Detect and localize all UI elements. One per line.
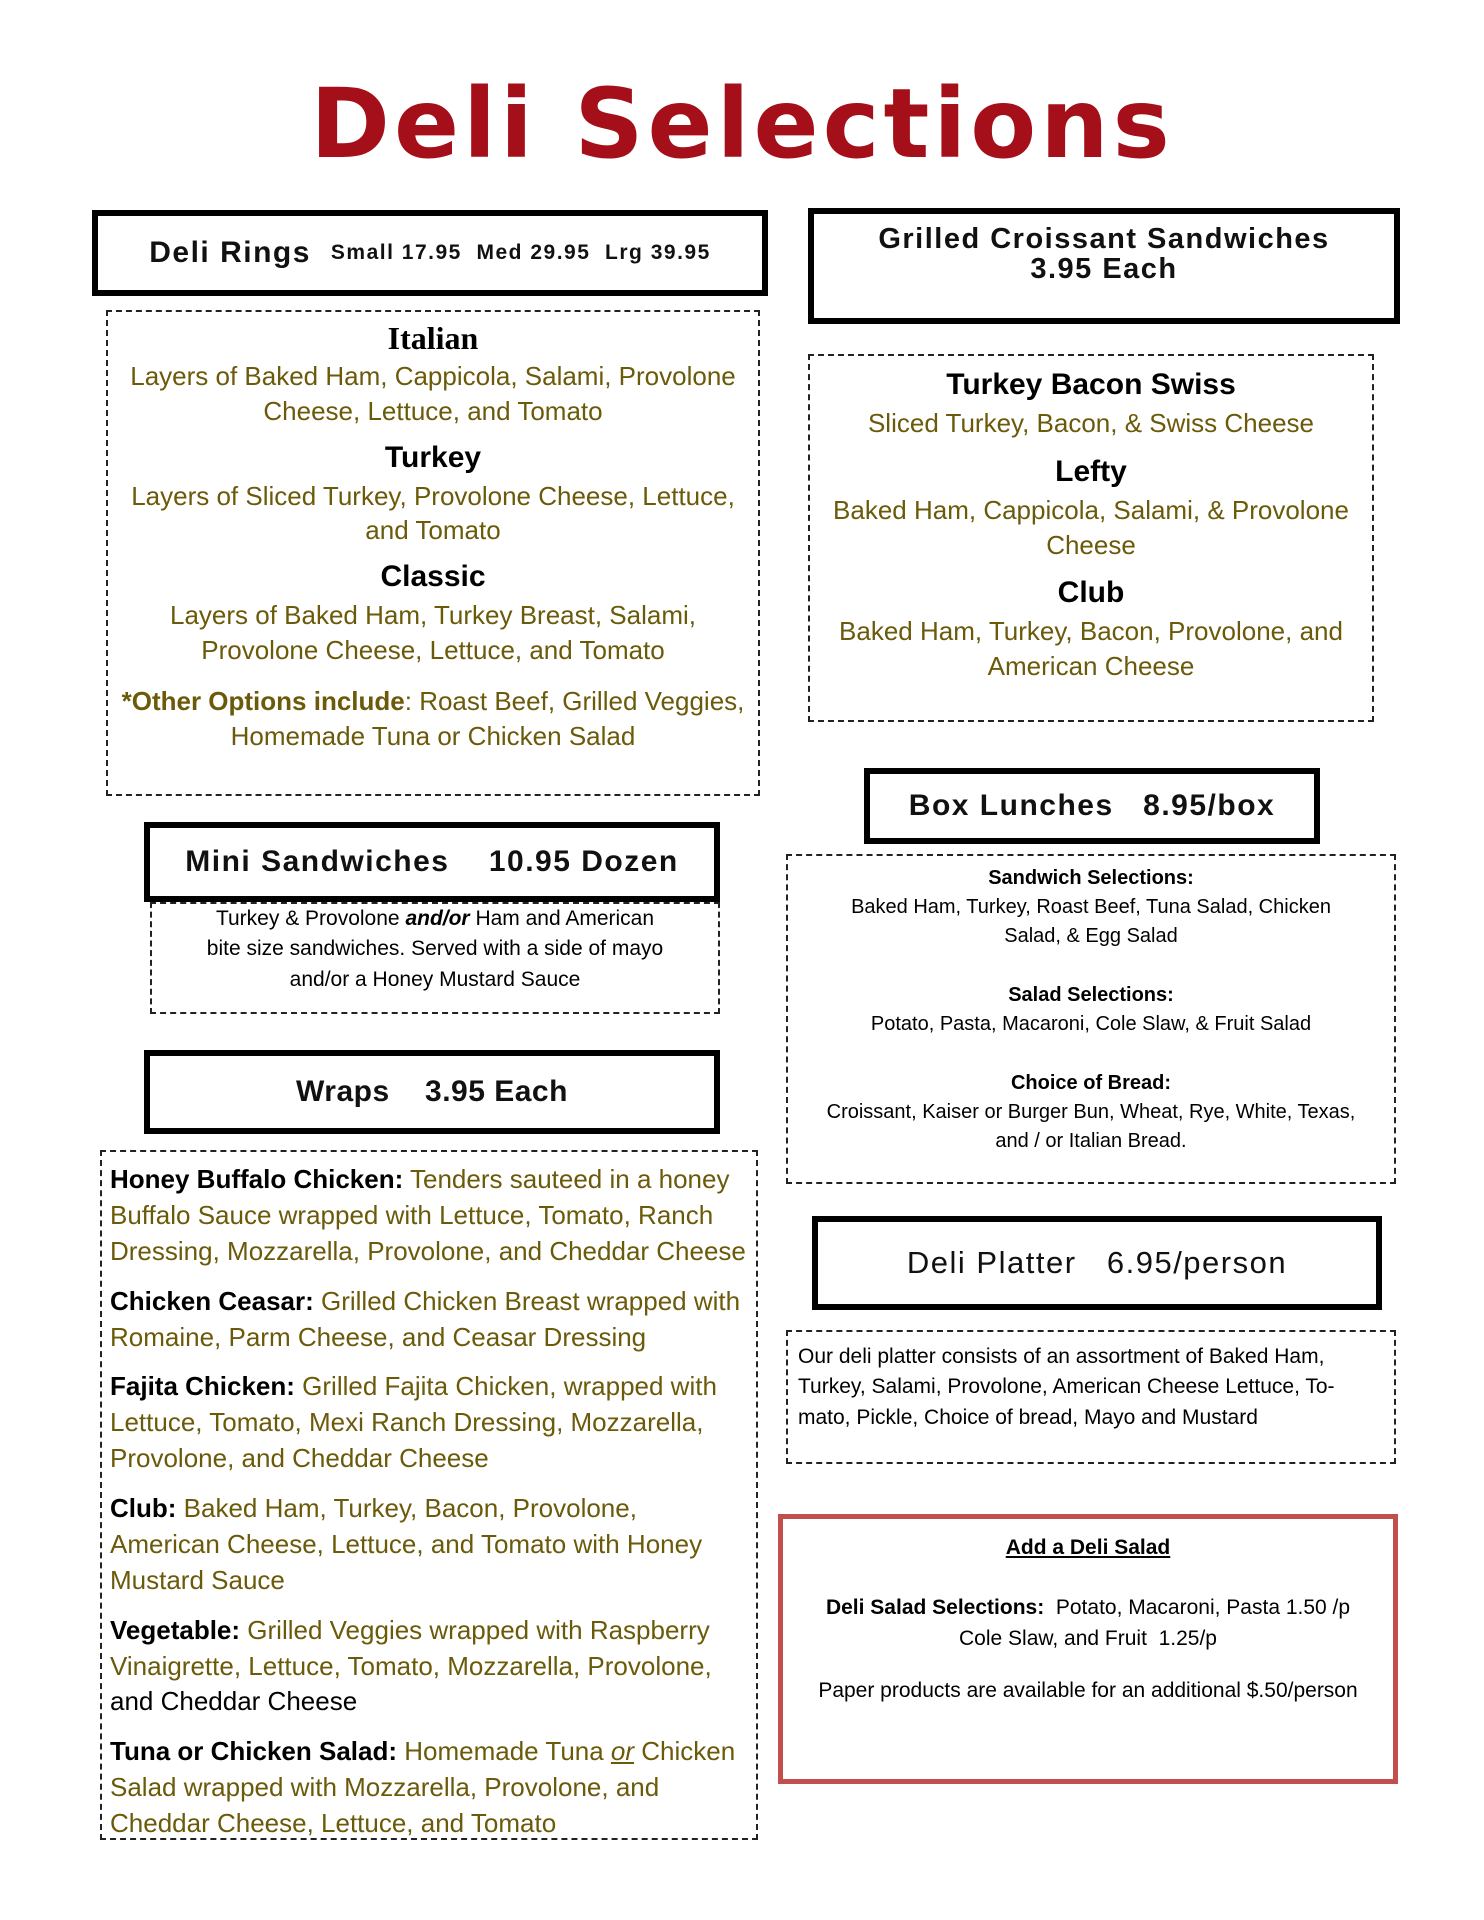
wrap-name: Tuna or Chicken Salad: [110, 1736, 398, 1767]
wrap-desc-b: Chicken Salad wrapped with Mozzarella, Provolone, and Cheddar Cheese, Lettuce, and Tomato [110, 1736, 736, 1838]
croissant-heading-1: Grilled Croissant Sandwiches [878, 223, 1330, 255]
deli-ring-italian [118, 320, 748, 429]
croissant-lefty [824, 455, 1358, 563]
box-sandwich-label: Sandwich Selections: [988, 867, 1194, 889]
wrap-club [110, 1491, 748, 1599]
deli-salad-paper: Paper products are available for an additional $.50/person [818, 1679, 1358, 1703]
deli-platter-box [786, 1330, 1396, 1464]
deli-platter-header [812, 1216, 1382, 1310]
item-desc: Layers of Baked Ham, Cappicola, Salami, Provolone Cheese, Lettuce, and Tomato [130, 361, 736, 426]
box-sandwich-text: Baked Ham, Turkey, Roast Beef, Tuna Salad, Chicken Salad, & Egg Salad [851, 896, 1331, 947]
mini-line-2: bite size sandwiches. Served with a side of mayo [206, 937, 664, 961]
box-lunches-header [864, 768, 1320, 844]
box-salad-text: Potato, Pasta, Macaroni, Cole Slaw, & Fruit Salad [870, 1013, 1312, 1035]
croissant-turkey-bacon-swiss [824, 368, 1358, 441]
deli-ring-turkey [118, 441, 748, 549]
box-lunches-heading: Box Lunches 8.95/box [908, 789, 1276, 822]
wrap-fajita-chicken [110, 1369, 748, 1477]
wrap-name: Vegetable: [110, 1614, 241, 1645]
mini-line-3: and/or a Honey Mustard Sauce [289, 967, 581, 991]
box-bread-label: Choice of Bread: [1010, 1072, 1172, 1094]
mini-line-1b: and/or [405, 907, 470, 930]
item-name: Turkey Bacon Swiss [946, 368, 1236, 401]
deli-rings-box [106, 310, 760, 796]
deli-rings-heading: Deli Rings [149, 236, 311, 269]
croissant-box [808, 354, 1374, 722]
item-desc: Baked Ham, Cappicola, Salami, & Provolone Cheese [833, 494, 1349, 560]
wrap-desc: Tenders sauteed in a honey Buffalo Sauce wrapped with Lettuce, Tomato, Ranch Dressing, Mozzarella, Provolone, and Cheddar Cheese [110, 1164, 746, 1266]
wraps-box [100, 1150, 758, 1840]
mini-sandwiches-header [144, 822, 720, 902]
item-desc: Baked Ham, Turkey, Bacon, Provolone, and American Cheese [839, 616, 1343, 682]
wrap-name: Club: [110, 1493, 177, 1523]
box-salad-label: Salad Selections: [1008, 984, 1174, 1006]
deli-rings-sizes: Small 17.95 Med 29.95 Lrg 39.95 [330, 241, 711, 264]
wrap-tuna-chicken [110, 1734, 748, 1842]
mini-line-1c: Ham and American [469, 907, 655, 930]
mini-sandwiches-heading: Mini Sandwiches 10.95 Dozen [185, 845, 679, 878]
croissant-club [824, 576, 1358, 684]
other-options-label: *Other Options include [121, 685, 405, 716]
wrap-desc: Baked Ham, Turkey, Bacon, Provolone, American Cheese, Lettuce, and Tomato with Honey Mustard Sauce [110, 1493, 703, 1595]
mini-line-1 [158, 904, 712, 934]
other-options [118, 684, 748, 754]
deli-salad-heading: Add a Deli Salad [1005, 1536, 1171, 1559]
wrap-name: Fajita Chicken: [110, 1371, 295, 1402]
wrap-desc: Grilled Fajita Chicken, wrapped with Lettuce, Tomato, Mexi Ranch Dressing, Mozzarella, Provolone, and Cheddar Cheese [110, 1371, 717, 1474]
deli-platter-text: Our deli platter consists of an assortment of Baked Ham, Turkey, Salami, Provolone, American Cheese Lettuce, To-mato, Pickle, Choice of bread, Mayo and Mustard [798, 1345, 1335, 1429]
wrap-vegetable [110, 1613, 748, 1721]
deli-salad-selections [797, 1593, 1379, 1623]
item-desc: Layers of Sliced Turkey, Provolone Cheese, Lettuce, and Tomato [131, 480, 735, 546]
item-desc: Sliced Turkey, Bacon, & Swiss Cheese [867, 408, 1315, 438]
item-name: Classic [380, 560, 486, 594]
wraps-heading: Wraps 3.95 Each [296, 1075, 568, 1108]
deli-platter-heading: Deli Platter 6.95/person [906, 1245, 1288, 1280]
wrap-desc: Grilled Veggies wrapped with Raspberry Vinaigrette, Lettuce, Tomato, Mozzarella, Provolone, [110, 1614, 712, 1681]
wrap-honey-buffalo [110, 1162, 748, 1270]
deli-rings-header [92, 210, 768, 296]
deli-salad-sel-text: Potato, Macaroni, Pasta 1.50 /p [1044, 1596, 1351, 1620]
box-lunches-box [786, 854, 1396, 1184]
deli-salad-box [778, 1514, 1398, 1784]
item-name: Italian [387, 320, 479, 356]
page-title: Deli Selections [310, 68, 1174, 180]
box-bread-text: Croissant, Kaiser or Burger Bun, Wheat, Rye, White, Texas, and / or Italian Bread. [826, 1101, 1356, 1152]
wrap-chicken-ceasar [110, 1284, 748, 1356]
wrap-desc: Grilled Chicken Breast wrapped with Romaine, Parm Cheese, and Ceasar Dressing [110, 1285, 741, 1352]
wrap-name: Honey Buffalo Chicken: [110, 1164, 404, 1194]
item-name: Lefty [1055, 454, 1127, 488]
croissant-header [808, 208, 1400, 324]
deli-salad-sel-label: Deli Salad Selections: [825, 1596, 1045, 1620]
wraps-header [144, 1050, 720, 1134]
mini-sandwiches-box [150, 902, 720, 1014]
wrap-desc-tail: and Cheddar Cheese [110, 1686, 358, 1717]
croissant-heading-2: 3.95 Each [1030, 253, 1178, 286]
item-desc: Layers of Baked Ham, Turkey Breast, Salami, Provolone Cheese, Lettuce, and Tomato [170, 600, 696, 666]
wrap-desc-or: or [610, 1736, 635, 1767]
deli-salad-sel-text-2: Cole Slaw, and Fruit 1.25/p [959, 1626, 1217, 1650]
deli-ring-classic [118, 560, 748, 668]
wrap-desc-a: Homemade Tuna [404, 1736, 611, 1767]
other-options-text: : Roast Beef, Grilled Veggies, Homemade Tuna or Chicken Salad [230, 685, 745, 751]
item-name: Turkey [384, 440, 482, 474]
wrap-name: Chicken Ceasar: [110, 1285, 314, 1316]
item-name: Club [1057, 576, 1125, 610]
mini-line-1a: Turkey & Provolone [215, 907, 406, 930]
